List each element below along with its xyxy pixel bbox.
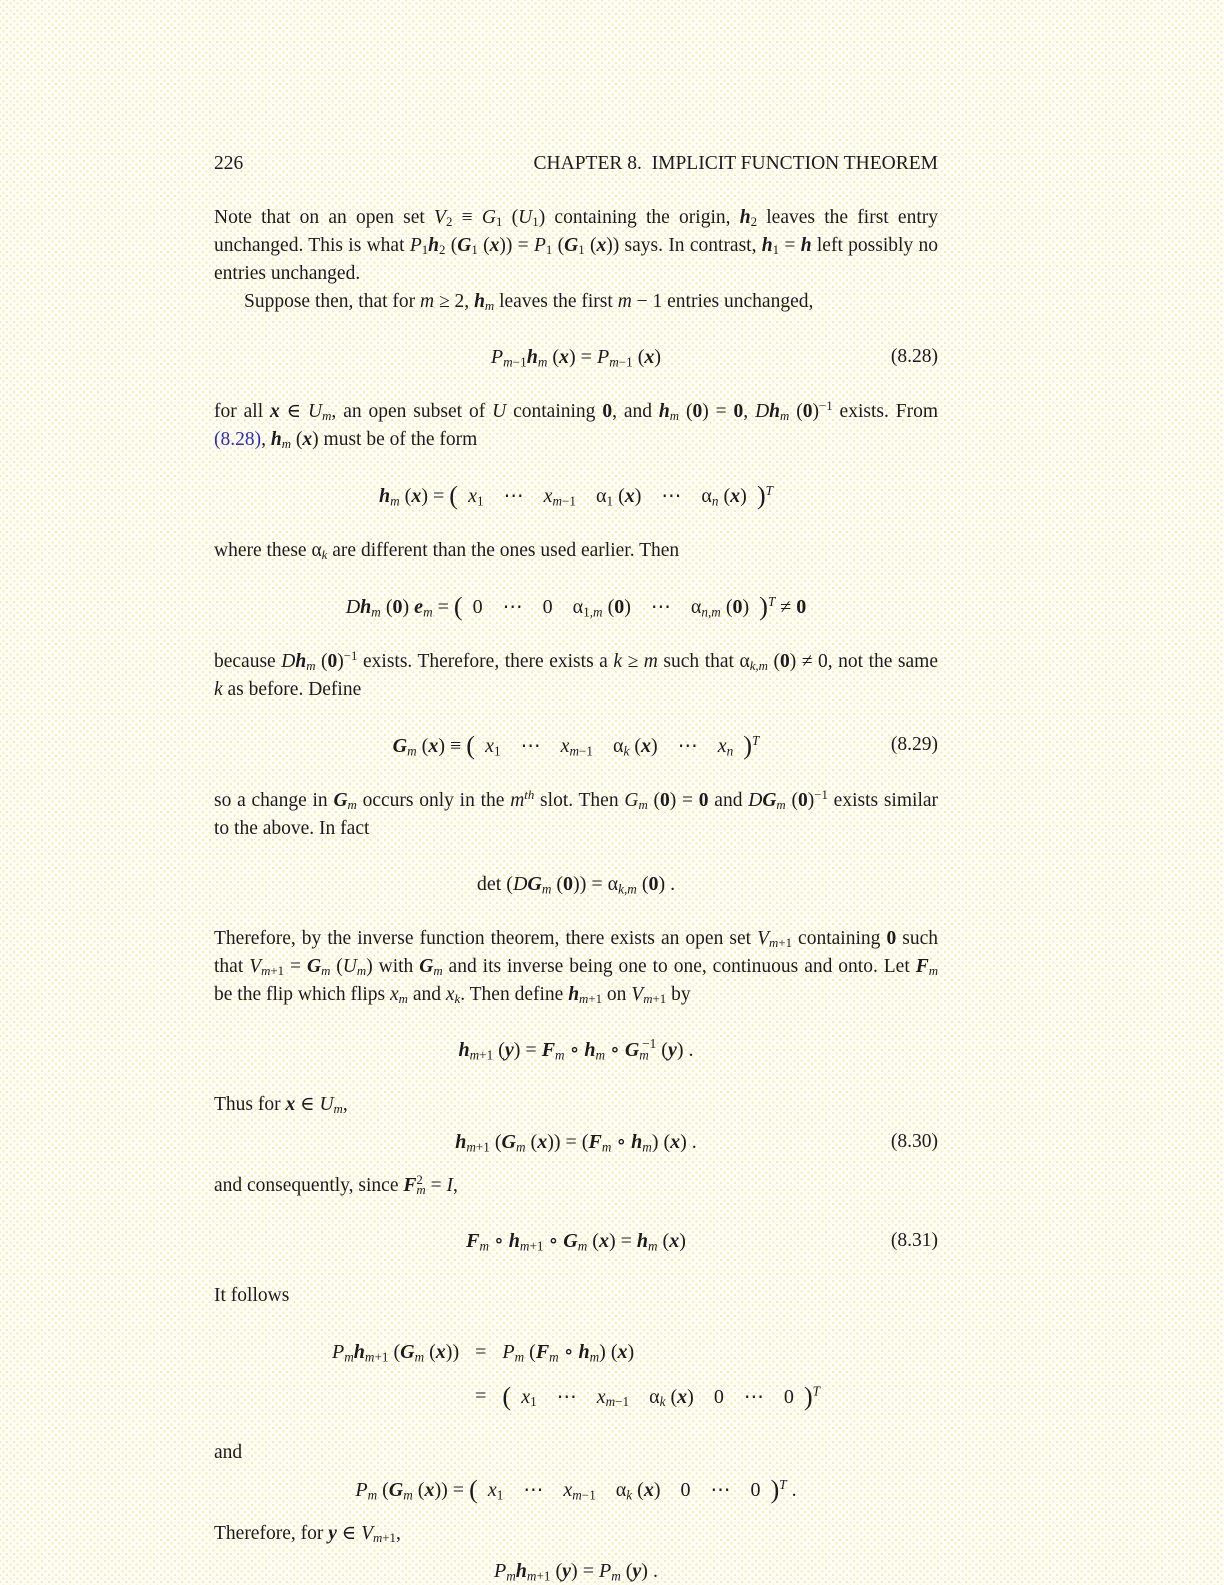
equation-math: $G_m$ (x) ≡ ( $x_1$ ⋯ $x_{m-1}$ $\alpha_k$ (x) ⋯ $x_n$ )$^T$ bbox=[392, 729, 760, 760]
paragraph-for-all: for all x ∈ $U_m$, an open subset of U containing 0, and $h_m$ (0) = 0, $Dh_m$ $(0)^{-1}$ exists. From (8.28), $h_m$ (x) must be of the form bbox=[214, 398, 939, 452]
equation-math: $P_mh_{m+1}$ $(y) = P_m$ (y) . bbox=[494, 1560, 658, 1584]
page-header bbox=[214, 150, 938, 178]
equation-math: $P_m$ ($G_m$ (x)) = ( $x_1$ ⋯ $x_{m-1}$ $\alpha_k$ (x) 0 ⋯ 0 )$^T$ . bbox=[355, 1474, 797, 1505]
paragraph-so-a-change: so a change in $G_m$ occurs only in the $m^{th}$ slot. Then $G_m$ (0) = 0 and $DG_m$ $(0)^{-1}$ exists similar to the above. In fact bbox=[214, 787, 939, 839]
equation-8-28 bbox=[214, 343, 938, 371]
equation-dhm bbox=[214, 592, 938, 621]
page-content bbox=[214, 0, 938, 1585]
page-number: 226 bbox=[214, 153, 244, 174]
equation-math: $Dh_m$ (0) $e_m$ = ( 0 ⋯ 0 $\alpha_{1,m}$ (0) ⋯ $\alpha_{n,m}$ (0) )$^T$ ≠ 0 bbox=[345, 590, 807, 621]
equation-math: $\det (DG_m$ $(0)) = \alpha_{k,m}$ (0) . bbox=[476, 872, 676, 896]
paragraph-and: and bbox=[214, 1441, 243, 1463]
equation-number: (8.31) bbox=[890, 1229, 938, 1251]
equation-math: $F_m$ ∘ $h_{m+1}$ ∘ $G_m$ $(x) = h_m$ (x) bbox=[466, 1229, 686, 1253]
paragraph-it-follows: It follows bbox=[214, 1284, 290, 1306]
aligned-lhs-empty bbox=[332, 1382, 459, 1411]
equation-math: $h_m$ (x) = ( $x_1$ ⋯ $x_{m-1}$ $\alpha_1$ (x) ⋯ $\alpha_n$ (x) )$^T$ bbox=[379, 480, 773, 510]
equation-8-31 bbox=[214, 1227, 938, 1255]
equation-8-29 bbox=[214, 731, 938, 760]
equation-number: (8.29) bbox=[890, 734, 938, 756]
equation-math: $h_{m+1}$ ($G_m$ $(x)) = (F_m$ ∘ $h_m$) (x) . bbox=[455, 1130, 697, 1154]
paragraph-consequently: and consequently, since $F^2_m = I$, bbox=[214, 1172, 458, 1197]
paragraph-because: because $Dh_m$ $(0)^{-1}$ exists. Therefore, there exists a k ≥ m such that $\alpha_{k,m}$ (0) ≠ 0, not the same k as before. Define bbox=[214, 648, 938, 700]
equation-math: $P_{m-1}h_m$ $(x) = P_{m-1}$ (x) bbox=[490, 346, 662, 370]
equation-hm-form bbox=[214, 481, 938, 510]
paragraph-where-these: where these $\alpha_k$ are different than the ones used earlier. Then bbox=[214, 539, 680, 563]
aligned-relation: = bbox=[475, 1340, 487, 1363]
paragraph-therefore-inverse: Therefore, by the inverse function theorem, there exists an open set $V_{m+1}$ containing 0 such that $V_{m+1} = G_m$ $(U_m)$ with $G_m$ and its inverse being one to one, continuous and onto. Let $F_m$ be the flip which flips $x_m$ and $x_k$. Then define $h_{m+1}$ on $V_{m+1}$ by bbox=[214, 927, 939, 1006]
equation-pmgm bbox=[214, 1476, 938, 1505]
equation-det bbox=[214, 870, 938, 898]
aligned-equations bbox=[332, 1338, 820, 1411]
aligned-relation: = bbox=[475, 1384, 487, 1407]
aligned-rhs: $P_m$ ($F_m$ ∘ $h_m$) (x) bbox=[502, 1340, 635, 1364]
equation-number: (8.28) bbox=[890, 346, 938, 367]
paragraph-thus-for: Thus for x ∈ $U_m$, bbox=[214, 1093, 348, 1116]
aligned-rhs: ( $x_1$ ⋯ $x_{m-1}$ $\alpha_k$ (x) 0 ⋯ 0 )$^T$ bbox=[502, 1380, 820, 1411]
equation-hmp1-def bbox=[214, 1036, 938, 1064]
equation-ref-link[interactable]: (8.28) bbox=[214, 429, 262, 450]
aligned-lhs: $P_mh_{m+1}$ ($G_m$ (x)) bbox=[332, 1340, 460, 1364]
paragraph-therefore-for-y: Therefore, for y ∈ $V_{m+1}$, bbox=[214, 1523, 401, 1546]
equation-number: (8.30) bbox=[890, 1130, 938, 1152]
equation-final bbox=[214, 1557, 938, 1585]
equation-math: $h_{m+1}$ $(y) = F_m$ ∘ $h_m$ ∘ $G_m^{-1}$ (y) . bbox=[458, 1036, 694, 1062]
paragraph-suppose: Suppose then, that for m ≥ 2, $h_m$ leaves the first m − 1 entries unchanged, bbox=[244, 291, 814, 314]
paragraph-note: Note that on an open set $V_2 \equiv G_1$ $(U_1)$ containing the origin, $h_2$ leaves the first entry unchanged. This is what $P_1h_2$ ($G_1$ $(x)) = P_1$ ($G_1$ (x)) says. In contrast, $h_1 = h$ left possibly no entries unchanged. bbox=[214, 207, 939, 284]
chapter-header: CHAPTER 8. IMPLICIT FUNCTION THEOREM bbox=[533, 153, 938, 174]
equation-8-30 bbox=[214, 1128, 938, 1156]
